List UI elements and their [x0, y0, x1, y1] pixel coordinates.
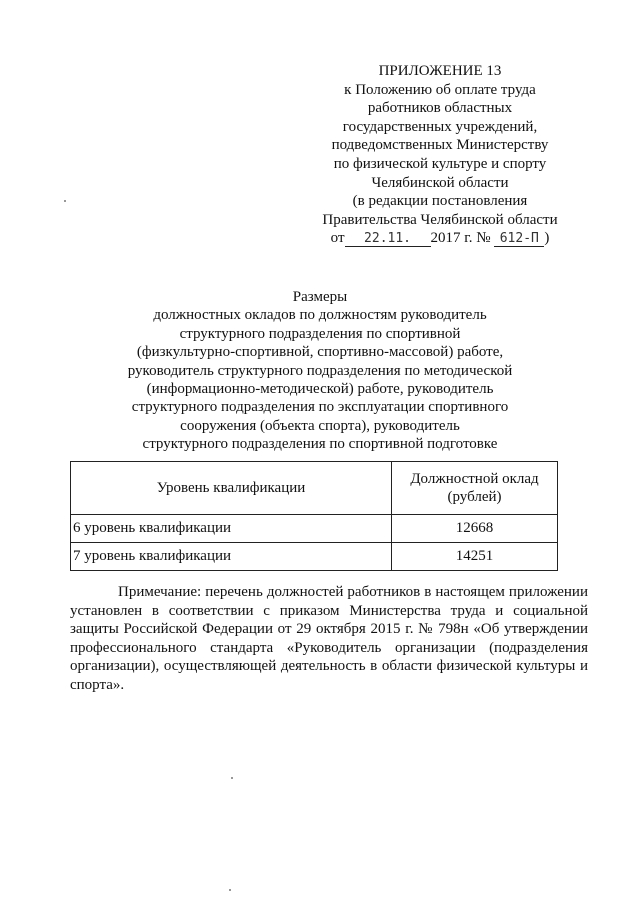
title-line: (информационно-методической) работе, руководитель	[146, 381, 494, 398]
salary-table	[70, 461, 558, 571]
title-line: должностных окладов по должностям руководитель	[153, 307, 487, 324]
header-salary: Должностной оклад (рублей)	[392, 462, 558, 515]
appendix-line: по физической культуре и спорту	[333, 155, 547, 172]
resolution-date: 22.11.	[345, 231, 431, 247]
qualification-level-cell: 7 уровень квалификации	[71, 543, 392, 571]
salary-cell: 14251	[392, 543, 558, 571]
scan-speck	[229, 889, 231, 891]
close-paren: )	[544, 230, 550, 247]
salary-cell: 12668	[392, 515, 558, 543]
table-row	[71, 543, 558, 571]
document-title	[110, 288, 530, 454]
appendix-header	[300, 62, 580, 248]
note-paragraph: Примечание: перечень должностей работников в настоящем приложении установлен в соответствии с приказом Министерства труда и социальной защиты Российской Федерации от 29 октября 2015 г. № 798н «Об утверждении профессионального стандарта «Руководитель организации (подразделения организации), осуществляющей деятельность в области физической культуры и спорта».	[70, 584, 588, 693]
appendix-line: Правительства Челябинской области	[322, 211, 558, 228]
appendix-line: государственных учреждений,	[342, 118, 538, 135]
title-line: (физкультурно-спортивной, спортивно-массовой) работе,	[136, 344, 504, 361]
appendix-line: работников областных	[367, 100, 513, 117]
appendix-line: Челябинской области	[371, 174, 509, 191]
scan-speck	[231, 777, 233, 779]
title-line: структурного подразделения по эксплуатации спортивного	[131, 399, 509, 416]
resolution-number: 612-П	[494, 231, 544, 247]
title-line: структурного подразделения по спортивной	[179, 325, 461, 342]
title-line: руководитель структурного подразделения по методической	[127, 362, 513, 379]
from-prefix: от	[330, 230, 345, 247]
scan-speck	[64, 200, 66, 202]
qualification-level-cell: 6 уровень квалификации	[71, 515, 392, 543]
title-line: сооружения (объекта спорта), руководитель	[180, 417, 460, 434]
title-heading: Размеры	[292, 289, 348, 305]
appendix-line: подведомственных Министерству	[331, 137, 549, 154]
title-line: структурного подразделения по спортивной подготовке	[142, 436, 498, 453]
year-text: 2017 г. №	[430, 230, 491, 247]
appendix-line: (в редакции постановления	[352, 193, 528, 210]
header-qualification-level: Уровень квалификации	[71, 462, 392, 515]
table-row	[71, 515, 558, 543]
appendix-line: к Положению об оплате труда	[344, 81, 536, 98]
appendix-title: ПРИЛОЖЕНИЕ 13	[378, 63, 502, 79]
resolution-reference	[300, 229, 580, 248]
table-header-row	[71, 462, 558, 515]
